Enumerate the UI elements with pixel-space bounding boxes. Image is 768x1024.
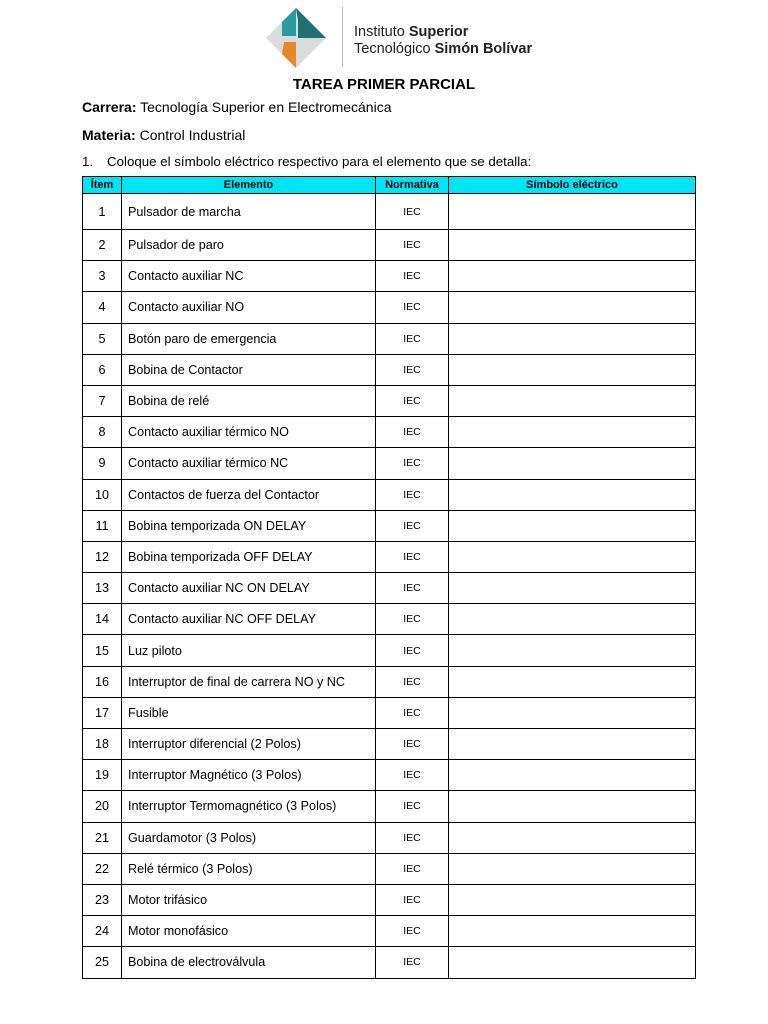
- standard-cell: IEC: [376, 541, 449, 572]
- item-cell: 18: [83, 729, 122, 760]
- institute-name-line1: Instituto Superior: [354, 24, 469, 40]
- table-row: [83, 292, 696, 323]
- symbol-cell[interactable]: [449, 791, 696, 822]
- table-row: [83, 510, 696, 541]
- item-cell: 19: [83, 760, 122, 791]
- subject-label: Materia:: [82, 127, 136, 143]
- symbol-cell[interactable]: [449, 448, 696, 479]
- element-cell: Relé térmico (3 Polos): [122, 853, 376, 884]
- table-row: [83, 323, 696, 354]
- symbol-cell[interactable]: [449, 635, 696, 666]
- table-row: [83, 729, 696, 760]
- item-cell: 8: [83, 417, 122, 448]
- standard-cell: IEC: [376, 853, 449, 884]
- element-cell: Interruptor de final de carrera NO y NC: [122, 666, 376, 697]
- standard-cell: IEC: [376, 697, 449, 728]
- career-value: Tecnología Superior en Electromecánica: [136, 99, 392, 115]
- standard-cell: IEC: [376, 822, 449, 853]
- table-row: [83, 261, 696, 292]
- symbol-cell[interactable]: [449, 385, 696, 416]
- item-cell: 24: [83, 916, 122, 947]
- symbol-cell[interactable]: [449, 230, 696, 261]
- symbol-cell[interactable]: [449, 573, 696, 604]
- symbols-table: [82, 176, 696, 979]
- standard-cell: IEC: [376, 323, 449, 354]
- item-cell: 2: [83, 230, 122, 261]
- standard-cell: IEC: [376, 417, 449, 448]
- standard-cell: IEC: [376, 573, 449, 604]
- table-row: [83, 541, 696, 572]
- standard-cell: IEC: [376, 791, 449, 822]
- item-cell: 9: [83, 448, 122, 479]
- symbol-cell[interactable]: [449, 510, 696, 541]
- element-cell: Luz piloto: [122, 635, 376, 666]
- item-cell: 14: [83, 604, 122, 635]
- standard-cell: IEC: [376, 230, 449, 261]
- table-row: [83, 853, 696, 884]
- document-header: [0, 0, 768, 75]
- standard-cell: IEC: [376, 760, 449, 791]
- item-cell: 7: [83, 385, 122, 416]
- instruction-number: 1.: [82, 154, 94, 169]
- standard-cell: IEC: [376, 884, 449, 915]
- header-standard: Normativa: [376, 177, 449, 194]
- standard-cell: IEC: [376, 292, 449, 323]
- symbol-cell[interactable]: [449, 604, 696, 635]
- element-cell: Botón paro de emergencia: [122, 323, 376, 354]
- table-row: [83, 417, 696, 448]
- element-cell: Contacto auxiliar NC: [122, 261, 376, 292]
- item-cell: 15: [83, 635, 122, 666]
- subject-line: [82, 127, 245, 143]
- element-cell: Bobina temporizada ON DELAY: [122, 510, 376, 541]
- element-cell: Interruptor diferencial (2 Polos): [122, 729, 376, 760]
- symbol-cell[interactable]: [449, 884, 696, 915]
- table-row: [83, 354, 696, 385]
- symbol-cell[interactable]: [449, 541, 696, 572]
- standard-cell: IEC: [376, 354, 449, 385]
- standard-cell: IEC: [376, 261, 449, 292]
- standard-cell: IEC: [376, 194, 449, 230]
- instruction-line: [82, 154, 531, 169]
- item-cell: 16: [83, 666, 122, 697]
- instruction-text: Coloque el símbolo eléctrico respectivo para el elemento que se detalla:: [107, 154, 532, 169]
- symbol-cell[interactable]: [449, 822, 696, 853]
- institute-logo-icon: [262, 6, 330, 70]
- item-cell: 13: [83, 573, 122, 604]
- standard-cell: IEC: [376, 729, 449, 760]
- element-cell: Contacto auxiliar NC OFF DELAY: [122, 604, 376, 635]
- element-cell: Contactos de fuerza del Contactor: [122, 479, 376, 510]
- standard-cell: IEC: [376, 510, 449, 541]
- item-cell: 12: [83, 541, 122, 572]
- symbol-cell[interactable]: [449, 479, 696, 510]
- header-symbol: Símbolo eléctrico: [449, 177, 696, 194]
- item-cell: 11: [83, 510, 122, 541]
- element-cell: Contacto auxiliar NO: [122, 292, 376, 323]
- item-cell: 4: [83, 292, 122, 323]
- element-cell: Interruptor Magnético (3 Polos): [122, 760, 376, 791]
- element-cell: Pulsador de marcha: [122, 194, 376, 230]
- institute-name-line2: Tecnológico Simón Bolívar: [354, 41, 533, 57]
- table-row: [83, 479, 696, 510]
- standard-cell: IEC: [376, 635, 449, 666]
- symbol-cell[interactable]: [449, 760, 696, 791]
- symbol-cell[interactable]: [449, 853, 696, 884]
- element-cell: Contacto auxiliar NC ON DELAY: [122, 573, 376, 604]
- table-header-row: [83, 177, 696, 194]
- standard-cell: IEC: [376, 448, 449, 479]
- element-cell: Bobina temporizada OFF DELAY: [122, 541, 376, 572]
- item-cell: 23: [83, 884, 122, 915]
- table-row: [83, 822, 696, 853]
- symbol-cell[interactable]: [449, 697, 696, 728]
- symbol-cell[interactable]: [449, 292, 696, 323]
- subject-value: Control Industrial: [135, 127, 246, 143]
- item-cell: 17: [83, 697, 122, 728]
- symbol-cell[interactable]: [449, 729, 696, 760]
- element-cell: Fusible: [122, 697, 376, 728]
- table-row: [83, 194, 696, 230]
- table-row: [83, 385, 696, 416]
- standard-cell: IEC: [376, 604, 449, 635]
- element-cell: Contacto auxiliar térmico NC: [122, 448, 376, 479]
- table-row: [83, 916, 696, 947]
- standard-cell: IEC: [376, 947, 449, 978]
- table-row: [83, 448, 696, 479]
- career-line: [82, 99, 392, 115]
- header-item: Ítem: [83, 177, 122, 194]
- symbol-cell[interactable]: [449, 354, 696, 385]
- symbol-cell[interactable]: [449, 666, 696, 697]
- element-cell: Motor trifásico: [122, 884, 376, 915]
- header-element: Elemento: [122, 177, 376, 194]
- element-cell: Bobina de Contactor: [122, 354, 376, 385]
- symbol-cell[interactable]: [449, 194, 696, 230]
- table-row: [83, 947, 696, 978]
- table-row: [83, 697, 696, 728]
- standard-cell: IEC: [376, 479, 449, 510]
- page-title: TAREA PRIMER PARCIAL: [292, 76, 476, 93]
- item-cell: 5: [83, 323, 122, 354]
- table-row: [83, 573, 696, 604]
- item-cell: 22: [83, 853, 122, 884]
- symbol-cell[interactable]: [449, 417, 696, 448]
- symbol-cell[interactable]: [449, 323, 696, 354]
- item-cell: 6: [83, 354, 122, 385]
- element-cell: Guardamotor (3 Polos): [122, 822, 376, 853]
- item-cell: 25: [83, 947, 122, 978]
- element-cell: Motor monofásico: [122, 916, 376, 947]
- table-row: [83, 760, 696, 791]
- standard-cell: IEC: [376, 385, 449, 416]
- item-cell: 1: [83, 194, 122, 230]
- symbol-cell[interactable]: [449, 916, 696, 947]
- symbol-cell[interactable]: [449, 261, 696, 292]
- item-cell: 3: [83, 261, 122, 292]
- standard-cell: IEC: [376, 916, 449, 947]
- item-cell: 21: [83, 822, 122, 853]
- table-row: [83, 230, 696, 261]
- table-row: [83, 635, 696, 666]
- table-row: [83, 604, 696, 635]
- element-cell: Bobina de relé: [122, 385, 376, 416]
- symbol-cell[interactable]: [449, 947, 696, 978]
- table-row: [83, 791, 696, 822]
- element-cell: Pulsador de paro: [122, 230, 376, 261]
- element-cell: Interruptor Termomagnético (3 Polos): [122, 791, 376, 822]
- career-label: Carrera:: [82, 99, 137, 115]
- item-cell: 20: [83, 791, 122, 822]
- item-cell: 10: [83, 479, 122, 510]
- table-row: [83, 666, 696, 697]
- logo-divider: [342, 7, 343, 67]
- element-cell: Contacto auxiliar térmico NO: [122, 417, 376, 448]
- table-row: [83, 884, 696, 915]
- standard-cell: IEC: [376, 666, 449, 697]
- element-cell: Bobina de electroválvula: [122, 947, 376, 978]
